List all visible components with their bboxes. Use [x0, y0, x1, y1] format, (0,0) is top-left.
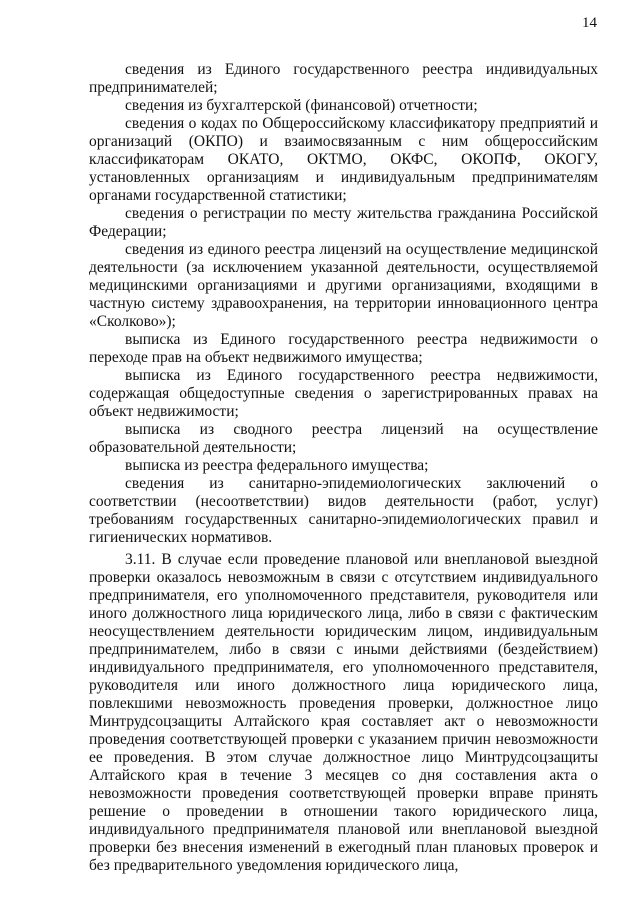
paragraph-section-3-11: 3.11. В случае если проведение плановой или внеплановой выездной проверки оказалось невозможным в связи с отсутствием индивидуального предпринимателя, его уполномоченного представителя, руководителя или иного должностного лица юридического лица, либо в связи с фактическим неосуществлением деятельности юридическим лицом, индивидуальным предпринимателем, либо в связи с иными действиями (бездействием) индивидуального предпринимателя, его уполномоченного представителя, руководителя или иного должностного лица юридического лица, повлекшими невозможность проведения проверки, должностное лицо Минтрудсоцзащиты Алтайского края составляет акт о невозможности проведения соответствующей проверки с указанием причин невозможности ее проведения. В этом случае должностное лицо Минтрудсоцзащиты Алтайского края в течение 3 месяцев со дня составления акта о невозможности проведения соответствующей проверки вправе принять решение о проведении в отношении такого юридического лица, индивидуального предпринимателя плановой или внеплановой выездной проверки без внесения изменений в ежегодный план плановых проверок и без предварительного уведомления юридического лица, [89, 551, 598, 874]
paragraph-residence-registration: сведения о регистрации по месту жительства гражданина Российской Федерации; [89, 205, 598, 240]
paragraph-egrn-transfer: выписка из Единого государственного реестра недвижимости о переходе прав на объект недвижимого имущества; [89, 331, 598, 366]
paragraph-sanitary-conclusions: сведения из санитарно-эпидемиологических заключений о соответствии (несоответствии) видов деятельности (работ, услуг) требованиям государственных санитарно-эпидемиологических правил и гигиенических нормативов. [89, 475, 598, 546]
paragraph-egrn-rights: выписка из Единого государственного реестра недвижимости, содержащая общедоступные сведения о зарегистрированных правах на объект недвижимости; [89, 367, 598, 420]
document-body [89, 61, 598, 875]
paragraph-accounting: сведения из бухгалтерской (финансовой) отчетности; [125, 97, 478, 114]
paragraph-medical-licenses: сведения из единого реестра лицензий на осуществление медицинской деятельности (за исключением указанной деятельности, осуществляемой медицинскими организациями и другими организациями, входящими в частную систему здравоохранения, на территории инновационного центра «Сколково»); [89, 241, 598, 330]
paragraph-egrip: сведения из Единого государственного реестра индивидуальных предпринимателей; [89, 61, 598, 96]
paragraph-education-licenses: выписка из сводного реестра лицензий на осуществление образовательной деятельности; [89, 421, 598, 456]
paragraph-okpo-codes: сведения о кодах по Общероссийскому классификатору предприятий и организаций (ОКПО) и взаимосвязанным с ним общероссийским классификаторам ОКАТО, ОКТМО, ОКФС, ОКОПФ, ОКОГУ, установленных организациям и индивидуальным предпринимателям органами государственной статистики; [89, 115, 598, 204]
page-number: 14 [582, 15, 597, 31]
paragraph-federal-property: выписка из реестра федерального имущества; [125, 457, 429, 474]
